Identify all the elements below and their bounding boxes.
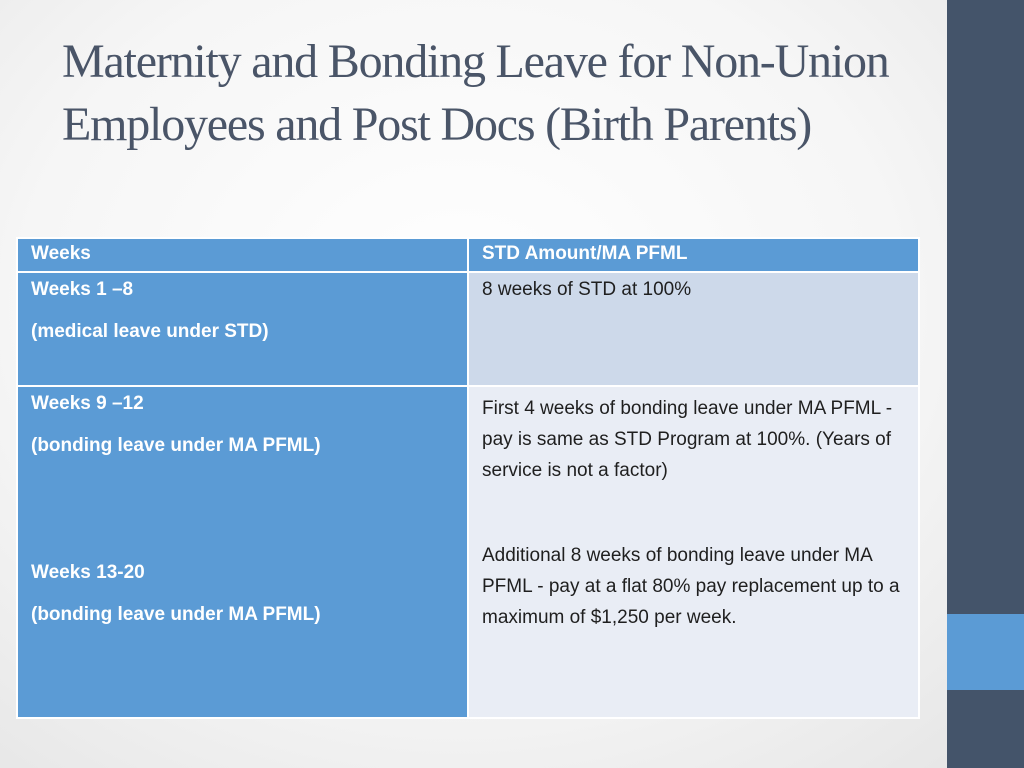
weeks-cell bbox=[17, 386, 468, 718]
amount-text-b: Additional 8 weeks of bonding leave under MA PFML - pay at a flat 80% pay replacement up to a maximum of $1,250 per week. bbox=[482, 545, 900, 628]
table-row bbox=[17, 386, 919, 718]
amount-text: 8 weeks of STD at 100% bbox=[482, 279, 692, 300]
header-weeks: Weeks bbox=[17, 238, 468, 272]
leave-table bbox=[16, 237, 920, 719]
table-header-row bbox=[17, 238, 919, 272]
amount-text: First 4 weeks of bonding leave under MA PFML - pay is same as STD Program at 100%. (Years of service is not a factor) bbox=[482, 398, 893, 481]
weeks-cell bbox=[17, 272, 468, 386]
amount-cell bbox=[468, 272, 919, 386]
header-std-amount: STD Amount/MA PFML bbox=[468, 238, 919, 272]
weeks-note-b: (bonding leave under MA PFML) bbox=[31, 604, 321, 625]
table-row bbox=[17, 272, 919, 386]
weeks-range: Weeks 9 –12 bbox=[31, 393, 144, 414]
weeks-note: (medical leave under STD) bbox=[31, 321, 269, 342]
weeks-range-b: Weeks 13-20 bbox=[31, 562, 145, 583]
slide-title: Maternity and Bonding Leave for Non-Union Employees and Post Docs (Birth Parents) bbox=[62, 35, 889, 151]
weeks-note: (bonding leave under MA PFML) bbox=[31, 435, 321, 456]
weeks-range: Weeks 1 –8 bbox=[31, 279, 134, 300]
sidebar-accent-block bbox=[947, 614, 1024, 690]
amount-cell bbox=[468, 386, 919, 718]
